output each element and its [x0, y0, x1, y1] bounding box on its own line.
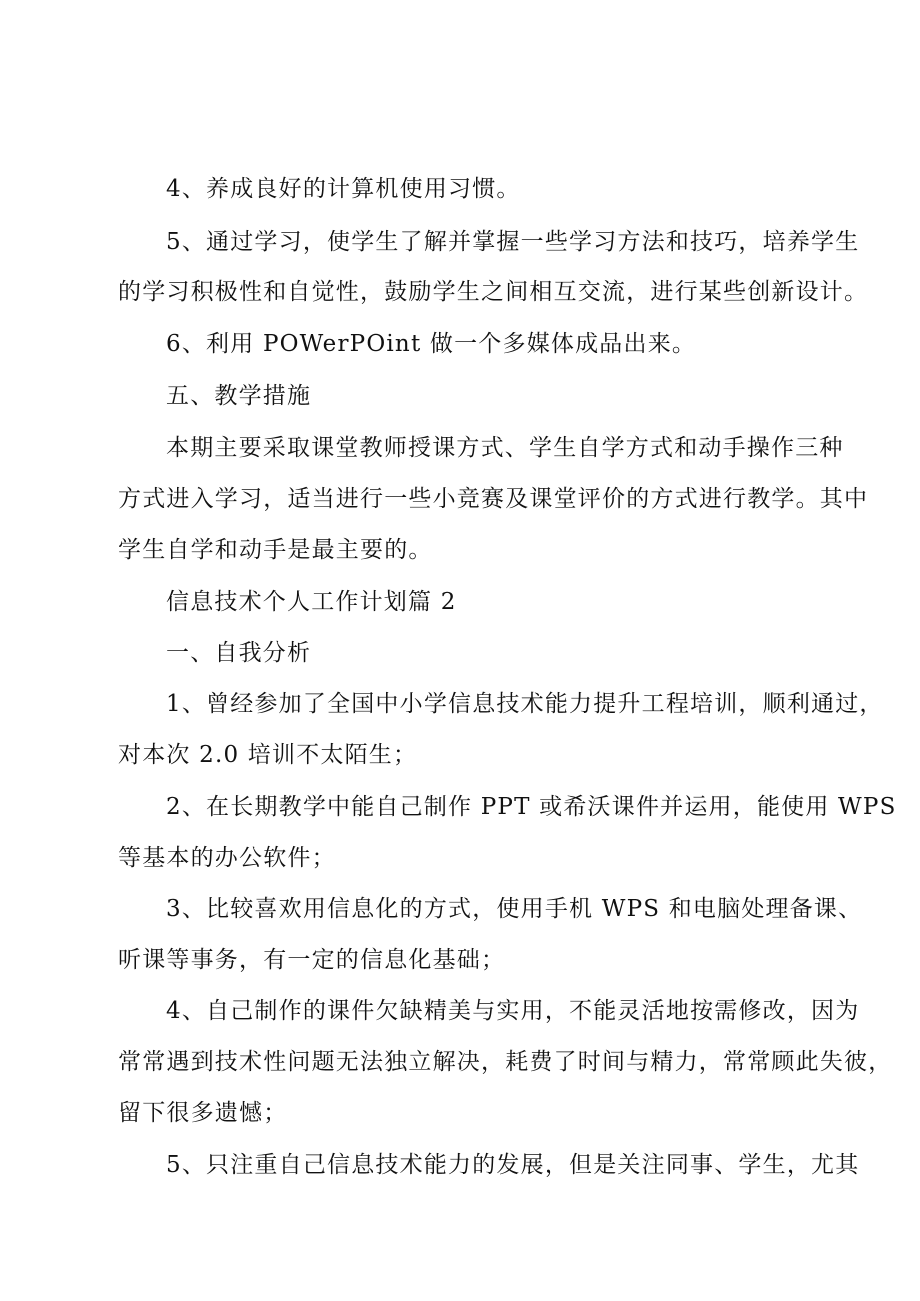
analysis-item-4-line-1: 4、自己制作的课件欠缺精美与实用，不能灵活地按需修改，因为: [166, 998, 860, 1024]
list-item-5-line-1: 5、通过学习，使学生了解并掌握一些学习方法和技巧，培养学生: [166, 229, 860, 255]
paragraph-measures-line-3: 学生自学和动手是最主要的。: [118, 537, 433, 563]
paragraph-measures-line-1: 本期主要采取课堂教师授课方式、学生自学方式和动手操作三种: [166, 435, 844, 461]
analysis-item-2-line-1: 2、在长期教学中能自己制作 PPT 或希沃课件并运用，能使用 WPS: [166, 794, 897, 820]
list-item-4-habits: 4、养成良好的计算机使用习惯。: [166, 176, 521, 202]
analysis-item-4-line-2: 常常遇到技术性问题无法独立解决，耗费了时间与精力，常常顾此失彼，: [118, 1049, 893, 1075]
section-heading-self-analysis: 一、自我分析: [166, 640, 312, 666]
section-heading-teaching-measures: 五、教学措施: [166, 383, 312, 409]
analysis-item-3-line-1: 3、比较喜欢用信息化的方式，使用手机 WPS 和电脑处理备课、: [166, 896, 863, 922]
analysis-item-1-line-1: 1、曾经参加了全国中小学信息技术能力提升工程培训，顺利通过，: [166, 691, 884, 717]
article-title-part-2: 信息技术个人工作计划篇 2: [166, 589, 457, 615]
analysis-item-1-line-2: 对本次 2.0 培训不太陌生；: [118, 742, 418, 768]
analysis-item-5-line-1: 5、只注重自己信息技术能力的发展，但是关注同事、学生，尤其: [166, 1152, 860, 1178]
analysis-item-3-line-2: 听课等事务，有一定的信息化基础；: [118, 947, 506, 973]
list-item-5-line-2: 的学习积极性和自觉性，鼓励学生之间相互交流，进行某些创新设计。: [118, 279, 869, 305]
list-item-6-powerpoint: 6、利用 POWerPOint 做一个多媒体成品出来。: [166, 331, 697, 357]
analysis-item-4-line-3: 留下很多遗憾；: [118, 1100, 288, 1126]
analysis-item-2-line-2: 等基本的办公软件；: [118, 845, 336, 871]
paragraph-measures-line-2: 方式进入学习，适当进行一些小竞赛及课堂评价的方式进行教学。其中: [118, 486, 869, 512]
